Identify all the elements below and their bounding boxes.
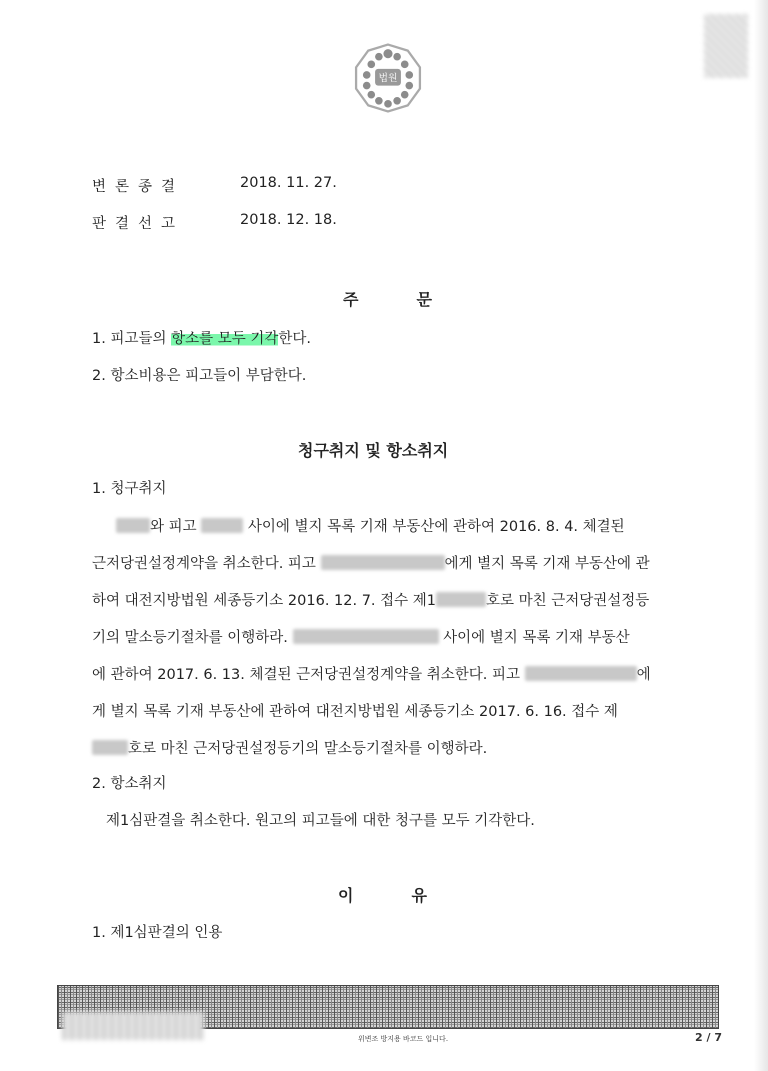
page-edge-shadow [754,0,768,1071]
claims-line-1 [116,515,625,536]
redacted-names [293,629,439,644]
reasons-subheading: 1. 제1심판결의 인용 [92,925,223,941]
court-seal-icon [350,40,426,116]
qr-code-redacted [704,14,748,78]
claims-line-1-text-a: 와 피고 [150,519,202,535]
appeal-subheading: 2. 항소취지 [92,776,167,792]
appeal-text: 제1심판결을 취소한다. 원고의 피고들에 대한 청구를 모두 기각한다. [106,813,535,829]
reasons-heading: 이유 [338,886,485,905]
footer-redacted-code [62,1012,204,1040]
order-item-1-highlight: 항소를 모두 기각 [171,331,279,347]
redacted-number [92,740,128,755]
closing-date: 2018. 11. 27. [240,175,337,191]
claims-line-2-text-b: 에게 별지 목록 기재 부동산에 관 [444,556,650,572]
claims-line-7 [92,737,487,758]
claims-line-4 [92,626,630,647]
order-item-1-part-c: 한다. [278,331,311,347]
order-item-1 [92,327,311,348]
seal-text: 법원 [378,73,398,85]
order-heading: 주문 [343,290,490,309]
order-item-2: 2. 항소비용은 피고들이 부담한다. [92,368,307,384]
redacted-name [525,666,637,681]
claims-subheading: 1. 청구취지 [92,481,167,497]
order-item-1-part-a: 1. 피고들의 [92,331,172,347]
redacted-name [116,518,150,533]
redacted-name [321,555,445,570]
claims-line-4-text-a: 기의 말소등기절차를 이행하라. [92,630,293,646]
claims-line-4-text-b: 사이에 별지 목록 기재 부동산 [438,630,630,646]
claims-heading: 청구취지 및 항소취지 [298,441,449,460]
claims-line-2-text-a: 근저당권설정계약을 취소한다. 피고 [92,556,321,572]
claims-line-5-text-a: 에 관하여 2017. 6. 13. 체결된 근저당권설정계약을 취소한다. 피고 [92,667,525,683]
redacted-name [201,518,243,533]
claims-line-1-text-b: 사이에 별지 목록 기재 부동산에 관하여 2016. 8. 4. 체결된 [243,519,625,535]
barcode-note: 위변조 방지용 바코드 입니다. [358,1035,449,1043]
claims-line-2 [92,552,650,573]
claims-line-3-text-a: 하여 대전지방법원 세종등기소 2016. 12. 7. 접수 제1 [92,593,437,609]
judgment-date: 2018. 12. 18. [240,212,337,228]
page-number: 2 / 7 [695,1031,722,1044]
claims-line-3 [92,589,649,610]
judgment-label: 판결선고 [92,216,185,232]
closing-label: 변론종결 [92,179,185,195]
claims-line-6: 게 별지 목록 기재 부동산에 관하여 대전지방법원 세종등기소 2017. 6. 16. 접수 제 [92,704,618,720]
redacted-number [436,592,486,607]
claims-line-7-text: 호로 마친 근저당권설정등기의 말소등기절차를 이행하라. [128,741,488,757]
claims-line-5 [92,663,651,684]
claims-line-5-text-b: 에 [636,667,651,683]
claims-line-3-text-b: 호로 마친 근저당권설정등 [486,593,650,609]
